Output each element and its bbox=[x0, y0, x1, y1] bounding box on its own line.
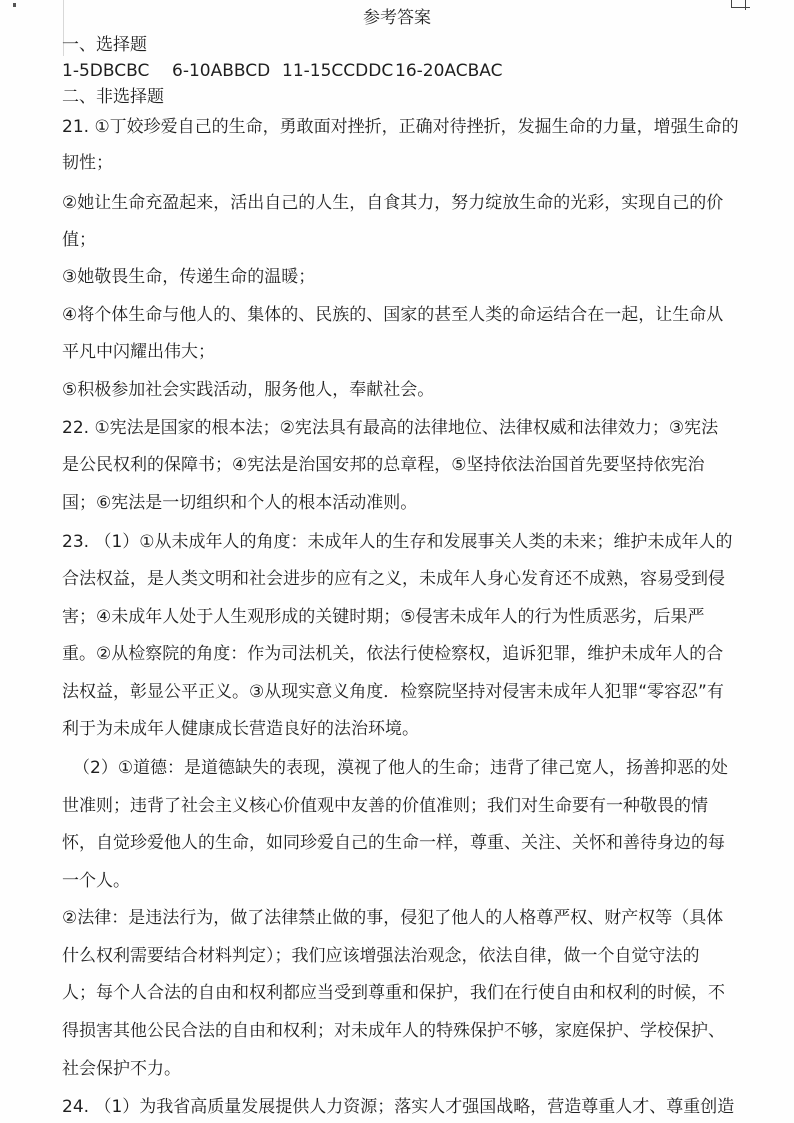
q21-line: 21. ①丁姣珍爱自己的生命，勇敢面对挫折，正确对待挫折，发掘生命的力量，增强生命的 bbox=[62, 117, 739, 137]
q23-line: 合法权益，是人类文明和社会进步的应有之义，未成年人身心发育还不成熟，容易受到侵 bbox=[62, 569, 725, 589]
q23-line: 23. （1）①从未成年人的角度：未成年人的生存和发展事关人类的未来；维护未成年人的 bbox=[62, 532, 733, 552]
q23-line: 法权益，彰显公平正义。③从现实意义角度．检察院坚持对侵害未成年人犯罪“零容忍”有 bbox=[62, 682, 724, 702]
q22-line: 22. ①宪法是国家的根本法；②宪法具有最高的法律地位、法律权威和法律效力；③宪法 bbox=[62, 418, 719, 438]
q21-line: 韧性； bbox=[62, 153, 113, 173]
q21-line: ②她让生命充盈起来，活出自己的人生，自食其力，努力绽放生命的光彩，实现自己的价 bbox=[62, 193, 724, 213]
q24-line: 24. （1）为我省高质量发展提供人力资源；落实人才强国战略，营造尊重人才、尊重创造 bbox=[62, 1097, 735, 1117]
q21-line: ⑤积极参加社会实践活动，服务他人，奉献社会。 bbox=[62, 380, 435, 400]
q21-line: 值； bbox=[62, 230, 96, 250]
q23-line: 重。②从检察院的角度：作为司法机关，依法行使检察权，追诉犯罪，维护未成年人的合 bbox=[62, 644, 724, 664]
q23-line: 什么权利需要结合材料判定）；我们应该增强法治观念，依法自律，做一个自觉守法的 bbox=[62, 946, 700, 966]
choice-answer-group: 1-5DBCBC bbox=[62, 61, 150, 81]
q23-line: 一个人。 bbox=[62, 871, 130, 891]
q23-line: 利于为未成年人健康成长营造良好的法治环境。 bbox=[62, 719, 419, 739]
choice-answer-group: 11-15CCDDC bbox=[282, 61, 394, 81]
q22-line: 是公民权利的保障书；④宪法是治国安邦的总章程，⑤坚持依法治国首先要坚持依宪治 bbox=[62, 455, 705, 475]
q21-line: ④将个体生命与他人的、集体的、民族的、国家的甚至人类的命运结合在一起，让生命从 bbox=[62, 305, 724, 325]
q21-line: ③她敬畏生命，传递生命的温暖； bbox=[62, 267, 316, 287]
q23-line: 害；④未成年人处于人生观形成的关键时期；⑤侵害未成年人的行为性质恶劣，后果严 bbox=[62, 607, 705, 627]
page-title: 参考答案 bbox=[363, 8, 431, 28]
q21-line: 平凡中闪耀出伟大； bbox=[62, 342, 215, 362]
q23-line: 人；每个人合法的自由和权利都应当受到尊重和保护，我们在行使自由和权利的时候，不 bbox=[62, 983, 725, 1003]
q23-line: ②法律：是违法行为，做了法律禁止做的事，侵犯了他人的人格尊严权、财产权等（具体 bbox=[62, 908, 724, 928]
choice-answers-row bbox=[62, 59, 502, 83]
section-heading-choice: 一、选择题 bbox=[62, 35, 147, 55]
q22-line: 国；⑥宪法是一切组织和个人的根本活动准则。 bbox=[62, 493, 418, 513]
q23-line: 得损害其他公民合法的自由和权利；对未成年人的特殊保护不够，家庭保护、学校保护、 bbox=[62, 1021, 725, 1041]
choice-answer-group: 16-20ACBAC bbox=[395, 61, 503, 81]
q23-line: 怀，自觉珍爱他人的生命，如同珍爱自己的生命一样，尊重、关注、关怀和善待身边的每 bbox=[62, 833, 725, 853]
q23-line: 社会保护不力。 bbox=[62, 1059, 181, 1079]
section-heading-nonchoice: 二、非选择题 bbox=[62, 87, 164, 107]
q23-line: 世准则；违背了社会主义核心价值观中友善的价值准则；我们对生命要有一种敬畏的情 bbox=[62, 796, 708, 816]
choice-answer-group: 6-10ABBCD bbox=[172, 61, 271, 81]
q23-part2-line: （2）①道德：是道德缺失的表现，漠视了他人的生命；违背了律己宽人，扬善抑恶的处 bbox=[73, 758, 729, 778]
